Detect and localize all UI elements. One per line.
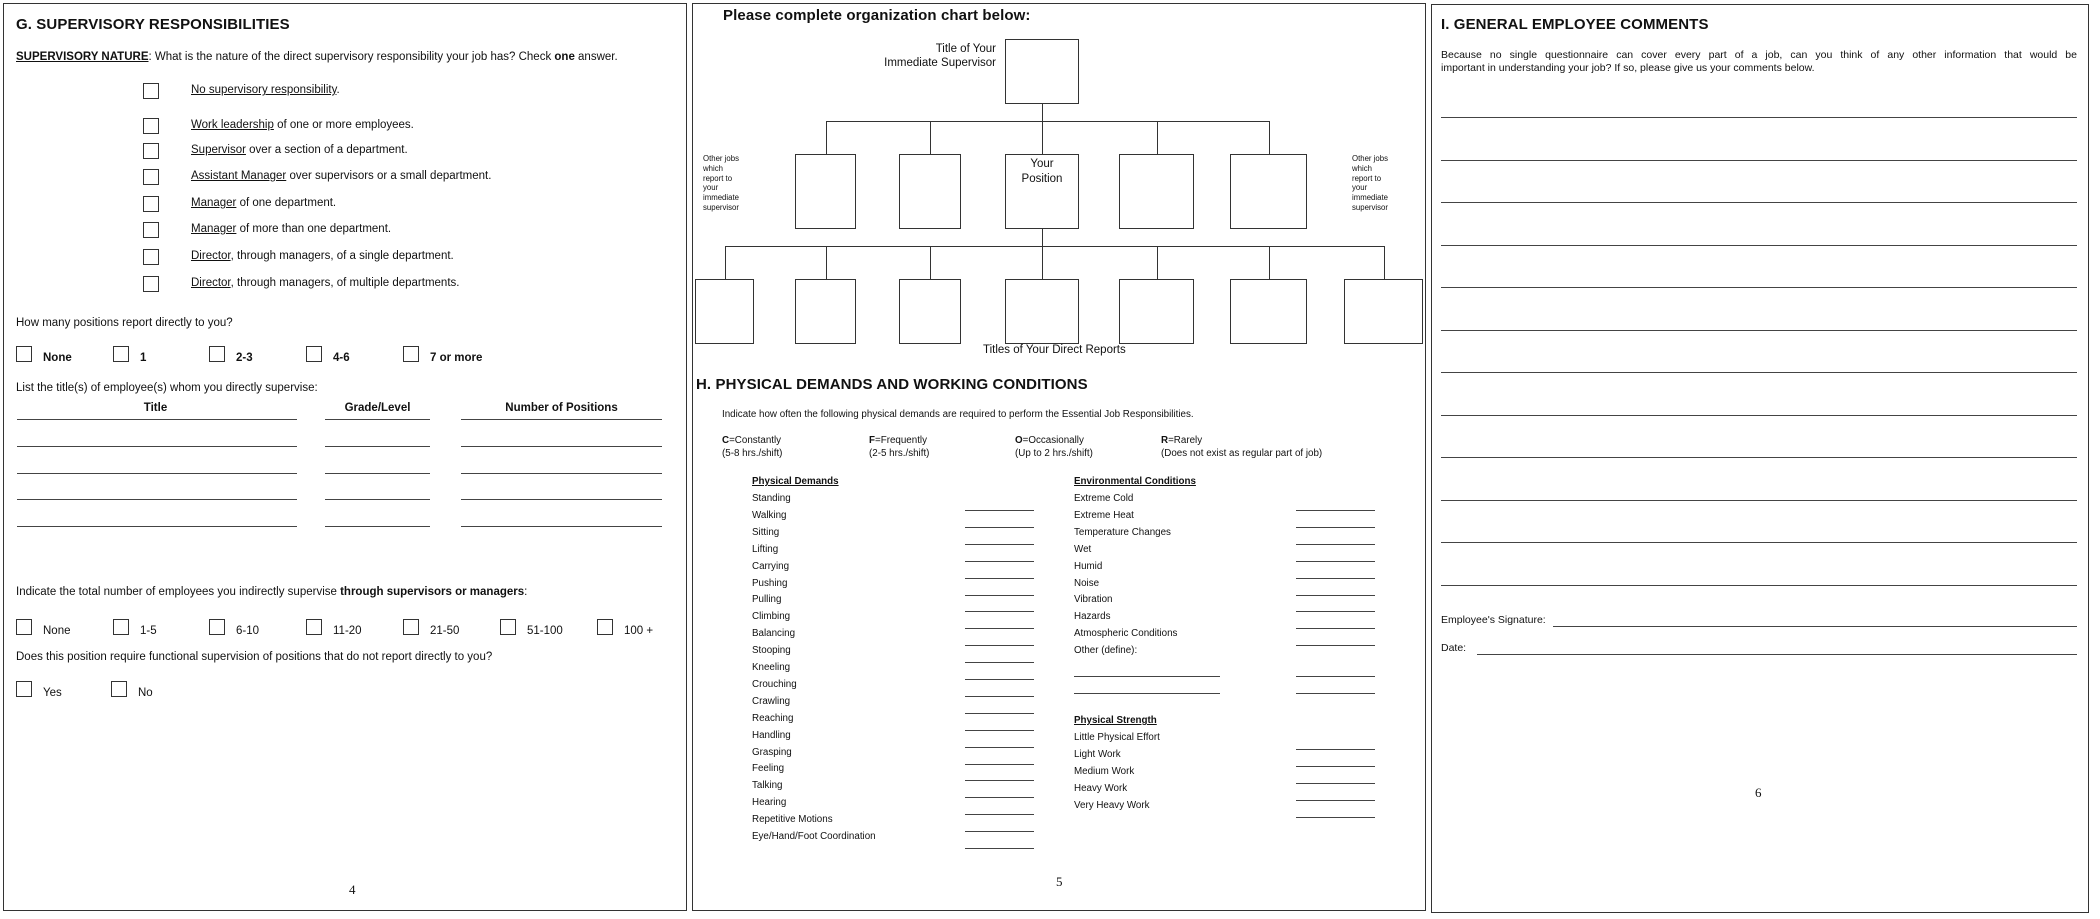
physical-demand-label: Stooping [752, 645, 791, 657]
direct-report-box[interactable] [1119, 279, 1194, 344]
nature-option-label: Director, through managers, of multiple departments. [191, 277, 460, 289]
comment-line-input[interactable] [1441, 359, 2077, 373]
direct-report-box[interactable] [899, 279, 961, 344]
direct-reports-checkbox[interactable] [403, 346, 419, 362]
indirect-supervise-option-label: 1-5 [140, 625, 157, 637]
number-of-positions-input[interactable] [461, 433, 662, 447]
physical-demand-frequency-input[interactable] [965, 598, 1034, 612]
title-input[interactable] [17, 460, 297, 474]
peer-position-box[interactable] [795, 154, 856, 229]
other-condition-define-input[interactable] [1074, 680, 1220, 694]
connector-line [1042, 246, 1043, 279]
comment-line-input[interactable] [1441, 444, 2077, 458]
grade-level-input[interactable] [325, 460, 430, 474]
physical-demand-label: Talking [752, 780, 783, 792]
page-number: 4 [349, 882, 356, 897]
section-i-title: I. GENERAL EMPLOYEE COMMENTS [1441, 16, 1709, 33]
other-jobs-note-right: Other jobs which report to your immediate supervisor [1352, 154, 1388, 212]
environmental-condition-label: Noise [1074, 577, 1100, 589]
date-input[interactable] [1477, 641, 2077, 655]
title-input[interactable] [17, 406, 297, 420]
title-input[interactable] [17, 486, 297, 500]
physical-demand-frequency-input[interactable] [965, 565, 1034, 579]
frequency-legend-item: R=Rarely (Does not exist as regular part of job) [1161, 435, 1323, 459]
physical-demand-label: Grasping [752, 746, 792, 758]
comment-line-input[interactable] [1441, 104, 2077, 118]
nature-option-label: No supervisory responsibility. [191, 84, 340, 96]
indirect-supervise-option-label: 6-10 [236, 625, 260, 637]
physical-strength-label: Medium Work [1074, 765, 1135, 777]
connector-line [930, 121, 931, 154]
grade-level-input[interactable] [325, 433, 430, 447]
nature-option-label: Director, through managers, of a single department. [191, 250, 454, 262]
other-jobs-note-left: Other jobs which report to your immediate supervisor [703, 154, 739, 212]
physical-demand-frequency-input[interactable] [965, 801, 1034, 815]
other-condition-define-input[interactable] [1074, 663, 1220, 677]
indirect-supervise-option-label: 11-20 [333, 625, 362, 637]
table-header-positions: Number of Positions [505, 402, 618, 414]
direct-reports-option-label: 2-3 [236, 352, 253, 364]
physical-strength-input[interactable] [1296, 787, 1375, 801]
environmental-condition-label: Extreme Cold [1074, 493, 1134, 504]
title-input[interactable] [17, 513, 297, 527]
peer-position-box[interactable] [1119, 154, 1194, 229]
physical-demand-frequency-input[interactable] [965, 767, 1034, 781]
table-header-title: Title [143, 402, 168, 414]
physical-strength-input[interactable] [1296, 770, 1375, 784]
direct-report-box[interactable] [1005, 279, 1079, 344]
number-of-positions-input[interactable] [461, 406, 662, 420]
comment-line-input[interactable] [1441, 274, 2077, 288]
physical-demand-label: Crouching [752, 678, 797, 690]
comments-intro: Because no single questionnaire can cover every part of a job, can you think of any other information that would be important in understanding your job? If so, please give us your comments below. [1441, 49, 2077, 74]
physical-strength-label: Little Physical Effort [1074, 732, 1160, 743]
physical-demand-label: Pulling [752, 594, 782, 606]
physical-demand-label: Balancing [752, 628, 796, 640]
nature-option-checkbox[interactable] [143, 118, 159, 134]
environmental-condition-frequency-input[interactable] [1296, 514, 1375, 528]
frequency-legend-item: O=Occasionally (Up to 2 hrs./shift) [1015, 435, 1093, 459]
org-chart-title: Please complete organization chart below: [723, 7, 1031, 24]
physical-demand-frequency-input[interactable] [965, 615, 1034, 629]
physical-strength-label: Light Work [1074, 748, 1121, 760]
physical-demand-label: Repetitive Motions [752, 814, 833, 826]
nature-option-checkbox[interactable] [143, 83, 159, 99]
environmental-condition-frequency-input[interactable] [1296, 582, 1375, 596]
nature-option-checkbox[interactable] [143, 249, 159, 265]
environmental-condition-label: Atmospheric Conditions [1074, 628, 1178, 640]
section-h-title: H. PHYSICAL DEMANDS AND WORKING CONDITIONS [696, 376, 1088, 393]
physical-demand-frequency-input[interactable] [965, 751, 1034, 765]
connector-line [725, 246, 1384, 247]
direct-reports-question: How many positions report directly to you? [16, 317, 233, 329]
physical-demands-instructions: Indicate how often the following physical demands are required to perform the Essential Job Responsibilities. [722, 409, 1194, 420]
direct-report-box[interactable] [1230, 279, 1307, 344]
physical-demand-label: Lifting [752, 543, 779, 555]
functional-supervision-checkbox[interactable] [111, 681, 127, 697]
grade-level-input[interactable] [325, 486, 430, 500]
environmental-condition-label: Humid [1074, 560, 1103, 572]
physical-demand-label: Eye/Hand/Foot Coordination [752, 831, 876, 842]
nature-option-checkbox[interactable] [143, 143, 159, 159]
nature-option-checkbox[interactable] [143, 196, 159, 212]
frequency-legend-item: F=Frequently (2-5 hrs./shift) [869, 435, 930, 459]
title-input[interactable] [17, 433, 297, 447]
nature-option-label: Manager of one department. [191, 197, 337, 209]
connector-line [1157, 121, 1158, 154]
comment-line-input[interactable] [1441, 189, 2077, 203]
environmental-condition-frequency-input[interactable] [1296, 598, 1375, 612]
physical-strength-label: Very Heavy Work [1074, 799, 1150, 811]
physical-demand-label: Standing [752, 493, 791, 504]
physical-demand-label: Reaching [752, 712, 794, 724]
physical-demand-label: Carrying [752, 560, 790, 572]
environmental-condition-label: Temperature Changes [1074, 526, 1171, 538]
frequency-legend-item: C=Constantly (5-8 hrs./shift) [722, 435, 783, 459]
indirect-supervise-option-label: 100 + [624, 625, 654, 637]
physical-demand-frequency-input[interactable] [965, 683, 1034, 697]
physical-demand-frequency-input[interactable] [965, 582, 1034, 596]
peer-position-box[interactable] [1230, 154, 1307, 229]
connector-line [930, 246, 931, 279]
functional-supervision-option-label: No [138, 687, 153, 699]
comment-line-input[interactable] [1441, 529, 2077, 543]
number-of-positions-input[interactable] [461, 513, 662, 527]
environmental-condition-label: Vibration [1074, 594, 1113, 606]
page-4 [3, 3, 687, 911]
connector-line [1384, 246, 1385, 279]
direct-reports-checkbox[interactable] [209, 346, 225, 362]
connector-line [1042, 229, 1043, 246]
connector-line [1042, 104, 1043, 121]
direct-reports-checkbox[interactable] [16, 346, 32, 362]
physical-demand-label: Walking [752, 509, 787, 521]
physical-demand-label: Pushing [752, 577, 788, 589]
physical-demand-frequency-input[interactable] [965, 784, 1034, 798]
supervisory-nature-question: SUPERVISORY NATURE: What is the nature of the direct supervisory responsibility your job has? Check one answer. [16, 51, 618, 63]
grade-level-input[interactable] [325, 513, 430, 527]
connector-line [725, 246, 726, 279]
nature-option-checkbox[interactable] [143, 169, 159, 185]
indirect-supervise-checkbox[interactable] [597, 619, 613, 635]
physical-demand-label: Climbing [752, 611, 791, 623]
other-condition-frequency-input[interactable] [1296, 680, 1375, 694]
physical-demand-label: Crawling [752, 695, 791, 707]
comment-line-input[interactable] [1441, 572, 2077, 586]
nature-option-label: Supervisor over a section of a department. [191, 144, 408, 156]
indirect-supervise-option-label: 21-50 [430, 625, 460, 637]
physical-demand-frequency-input[interactable] [965, 700, 1034, 714]
connector-line [1269, 246, 1270, 279]
list-titles-prompt: List the title(s) of employee(s) whom you directly supervise: [16, 382, 318, 394]
indirect-supervise-checkbox[interactable] [209, 619, 225, 635]
indirect-supervise-option-label: 51-100 [527, 625, 563, 637]
section-g-title: G. SUPERVISORY RESPONSIBILITIES [16, 16, 290, 33]
connector-line [826, 121, 1269, 122]
number-of-positions-input[interactable] [461, 486, 662, 500]
connector-line [1042, 121, 1043, 154]
comment-line-input[interactable] [1441, 317, 2077, 331]
comment-line-input[interactable] [1441, 487, 2077, 501]
environmental-condition-frequency-input[interactable] [1296, 531, 1375, 545]
physical-demand-frequency-input[interactable] [965, 497, 1034, 511]
nature-option-checkbox[interactable] [143, 222, 159, 238]
functional-supervision-option-label: Yes [43, 687, 62, 699]
physical-demand-label: Feeling [752, 763, 785, 775]
direct-reports-checkbox[interactable] [306, 346, 322, 362]
comment-line-input[interactable] [1441, 402, 2077, 416]
direct-reports-option-label: 1 [140, 352, 147, 364]
connector-line [1157, 246, 1158, 279]
physical-demand-label: Sitting [752, 526, 780, 538]
physical-strength-input[interactable] [1296, 753, 1375, 767]
nature-option-label: Assistant Manager over supervisors or a small department. [191, 170, 492, 182]
physical-strength-label: Heavy Work [1074, 782, 1128, 794]
functional-supervision-question: Does this position require functional supervision of positions that do not report directly to you? [16, 651, 493, 663]
nature-option-label: Manager of more than one department. [191, 223, 392, 235]
page-number: 5 [1056, 874, 1063, 889]
physical-strength-input[interactable] [1296, 804, 1375, 818]
direct-reports-caption: Titles of Your Direct Reports [983, 344, 1126, 356]
direct-report-box[interactable] [695, 279, 754, 344]
physical-demand-frequency-input[interactable] [965, 818, 1034, 832]
supervisory-nature-label: SUPERVISORY NATURE [16, 51, 149, 63]
environmental-header: Environmental Conditions [1074, 476, 1196, 487]
physical-demand-frequency-input[interactable] [965, 531, 1034, 545]
number-of-positions-input[interactable] [461, 460, 662, 474]
date-label: Date: [1441, 642, 1467, 654]
environmental-condition-frequency-input[interactable] [1296, 615, 1375, 629]
physical-demand-frequency-input[interactable] [965, 717, 1034, 731]
environmental-condition-label: Hazards [1074, 611, 1111, 623]
environmental-condition-frequency-input[interactable] [1296, 632, 1375, 646]
page-5 [692, 3, 1426, 911]
physical-demand-label: Handling [752, 729, 791, 741]
direct-reports-option-label: None [43, 352, 72, 364]
supervisor-label: Title of Your Immediate Supervisor [884, 43, 996, 69]
functional-supervision-checkbox[interactable] [16, 681, 32, 697]
physical-demand-frequency-input[interactable] [965, 632, 1034, 646]
direct-reports-option-label: 4-6 [333, 352, 350, 364]
physical-demand-frequency-input[interactable] [965, 514, 1034, 528]
signature-label: Employee's Signature: [1441, 614, 1546, 626]
connector-line [826, 246, 827, 279]
comment-line-input[interactable] [1441, 232, 2077, 246]
connector-line [1269, 121, 1270, 154]
physical-strength-input[interactable] [1296, 736, 1375, 750]
page-number: 6 [1755, 785, 1762, 800]
environmental-condition-label: Extreme Heat [1074, 509, 1134, 521]
peer-position-box[interactable] [899, 154, 961, 229]
indirect-supervise-checkbox[interactable] [113, 619, 129, 635]
indirect-supervise-checkbox[interactable] [306, 619, 322, 635]
page-6 [1431, 4, 2089, 913]
nature-option-checkbox[interactable] [143, 276, 159, 292]
direct-reports-checkbox[interactable] [113, 346, 129, 362]
environmental-condition-label: Wet [1074, 543, 1092, 555]
indirect-supervise-question: Indicate the total number of employees you indirectly supervise through supervisors or managers: [16, 586, 528, 598]
comment-line-input[interactable] [1441, 147, 2077, 161]
physical-demands-header: Physical Demands [752, 476, 839, 487]
supervisor-box[interactable] [1005, 39, 1079, 104]
signature-input[interactable] [1553, 613, 2077, 627]
grade-level-input[interactable] [325, 406, 430, 420]
other-condition-frequency-input[interactable] [1296, 663, 1375, 677]
connector-line [826, 121, 827, 154]
direct-reports-option-label: 7 or more [430, 352, 483, 364]
environmental-condition-label: Other (define): [1074, 645, 1138, 657]
physical-demand-frequency-input[interactable] [965, 734, 1034, 748]
indirect-supervise-checkbox[interactable] [403, 619, 419, 635]
indirect-supervise-checkbox[interactable] [16, 619, 32, 635]
environmental-condition-frequency-input[interactable] [1296, 497, 1375, 511]
indirect-supervise-checkbox[interactable] [500, 619, 516, 635]
physical-demand-label: Hearing [752, 797, 787, 809]
physical-demand-frequency-input[interactable] [965, 835, 1034, 849]
environmental-condition-frequency-input[interactable] [1296, 548, 1375, 562]
physical-demand-label: Kneeling [752, 662, 791, 673]
your-position-label: Your Position [1021, 158, 1063, 185]
physical-demand-frequency-input[interactable] [965, 666, 1034, 680]
table-header-grade: Grade/Level [344, 402, 411, 414]
physical-demand-frequency-input[interactable] [965, 548, 1034, 562]
nature-option-label: Work leadership of one or more employees. [191, 119, 414, 131]
indirect-supervise-option-label: None [43, 625, 71, 637]
direct-report-box[interactable] [795, 279, 856, 344]
environmental-condition-frequency-input[interactable] [1296, 565, 1375, 579]
physical-strength-header: Physical Strength [1074, 715, 1157, 726]
physical-demand-frequency-input[interactable] [965, 649, 1034, 663]
direct-report-box[interactable] [1344, 279, 1423, 344]
